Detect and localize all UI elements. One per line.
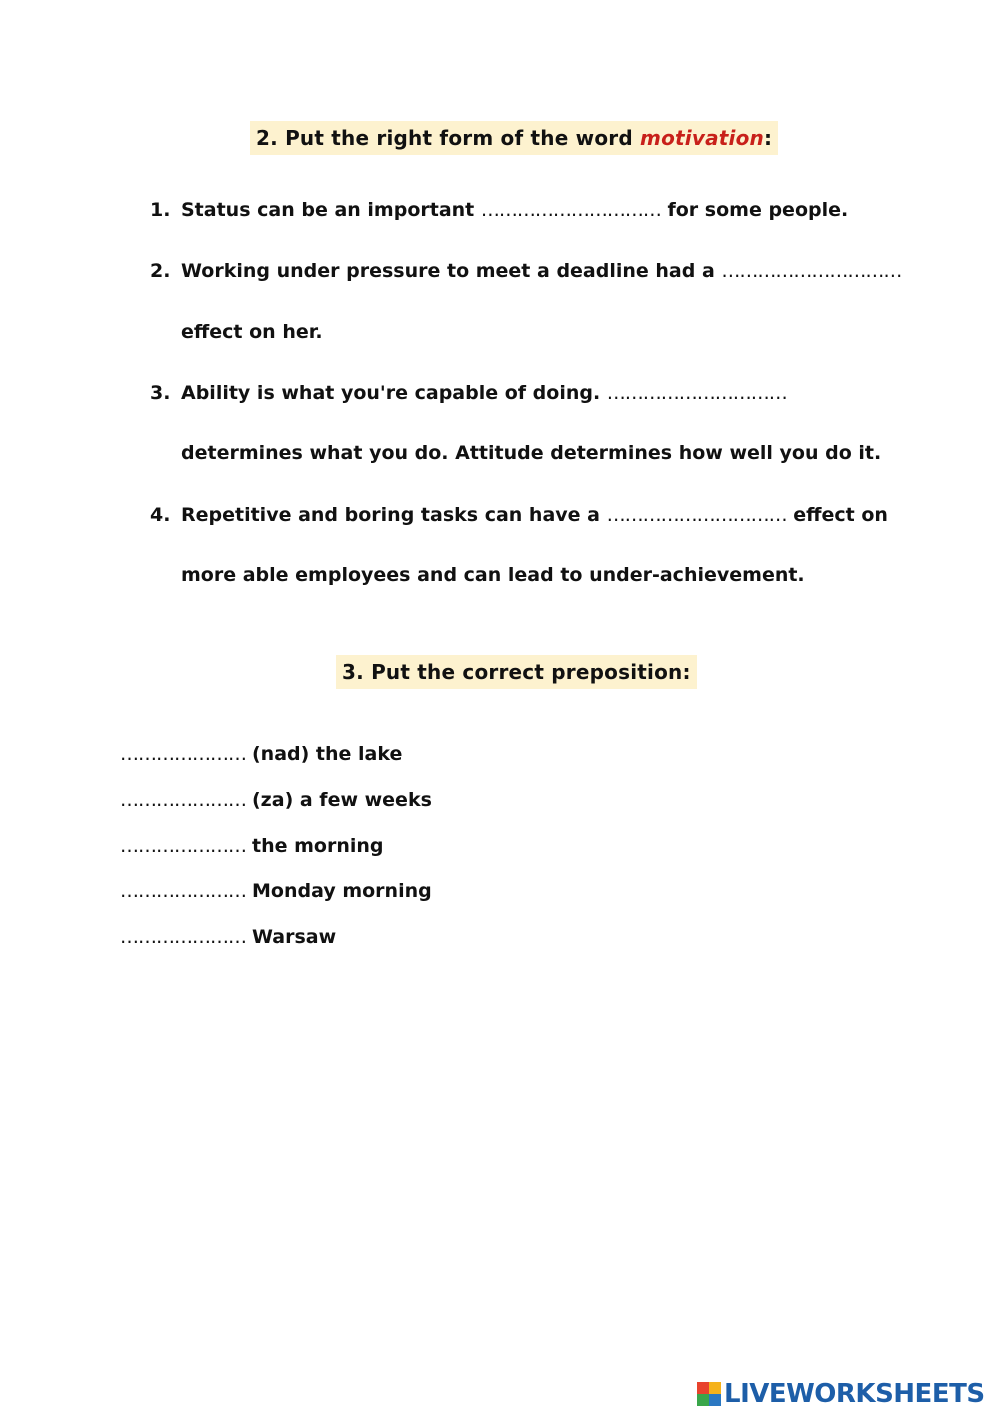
answer-blank[interactable]: ………………… — [120, 835, 246, 857]
answer-blank[interactable]: ………………… — [120, 926, 246, 948]
item-text: Repetitive and boring tasks can have a ………………………… effect on — [181, 504, 888, 526]
section-3-heading: 3. Put the correct preposition: — [336, 655, 697, 689]
answer-blank[interactable]: ………………………… — [606, 504, 787, 526]
answer-blank[interactable]: ………………… — [120, 743, 246, 765]
preposition-item-5: ………………… Warsaw — [120, 926, 337, 948]
item-number: 1. — [150, 199, 171, 221]
section-2-heading — [250, 121, 778, 155]
preposition-item-4: ………………… Monday morning — [120, 880, 432, 902]
section-2-heading-suffix: : — [763, 126, 773, 150]
item-text: Status can be an important ………………………… for some people. — [181, 199, 849, 221]
answer-blank[interactable]: ………………………… — [606, 382, 787, 404]
item-number: 3. — [150, 382, 171, 404]
logo-text: LIVEWORKSHEETS — [724, 1379, 985, 1409]
item-number: 4. — [150, 504, 171, 526]
preposition-item-2: ………………… (za) a few weeks — [120, 789, 432, 811]
item-text: Working under pressure to meet a deadline had a ………………………… — [181, 260, 902, 282]
answer-blank[interactable]: ………………… — [120, 880, 246, 902]
answer-blank[interactable]: ………………………… — [721, 260, 902, 282]
logo-mark-icon — [697, 1382, 721, 1406]
item-number: 2. — [150, 260, 171, 282]
preposition-item-1: ………………… (nad) the lake — [120, 743, 403, 765]
preposition-item-3: ………………… the morning — [120, 835, 384, 857]
section-2-heading-prefix: 2. Put the right form of the word — [256, 126, 641, 150]
answer-blank[interactable]: ………………………… — [480, 199, 661, 221]
item-text: Ability is what you're capable of doing. ………………………… — [181, 382, 787, 404]
answer-blank[interactable]: ………………… — [120, 789, 246, 811]
liveworksheets-logo — [697, 1379, 985, 1409]
section-2-heading-keyword: motivation — [640, 126, 764, 150]
